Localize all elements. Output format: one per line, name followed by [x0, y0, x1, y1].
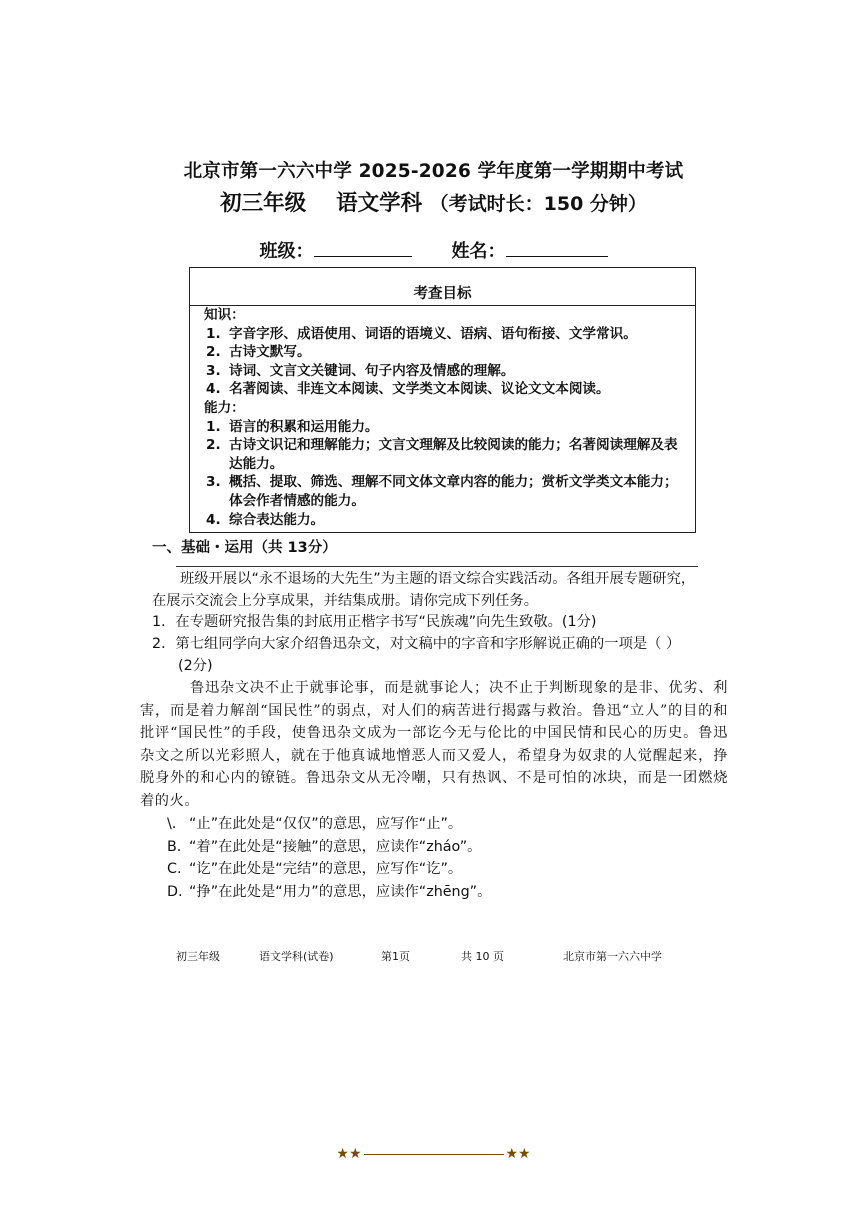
item-number: 4. — [206, 381, 221, 398]
item-number: 2. — [206, 437, 221, 454]
section-intro: 班级开展以“永不退场的大先生”为主题的语文综合实践活动。各组开展专题研究，在展示交流会上分享成果，并结集成册。请你完成下列任务。 — [152, 571, 696, 609]
exam-subtitle — [0, 186, 867, 217]
name-blank[interactable] — [506, 240, 608, 257]
knowledge-item — [204, 325, 681, 344]
ability-item — [204, 418, 681, 437]
knowledge-item — [204, 343, 681, 362]
option-letter: D. — [167, 883, 183, 900]
item-number: 1. — [206, 418, 221, 435]
option-text: “着”在此处是“接触”的意思，应读作“zháo”。 — [189, 838, 482, 855]
ability-label: 能力： — [204, 399, 245, 416]
option-b[interactable] — [167, 836, 491, 859]
star-icon: ★★ — [336, 1146, 362, 1162]
item-number: 3. — [206, 474, 221, 491]
item-text: 综合表达能力。 — [229, 511, 325, 528]
option-letter: C. — [167, 861, 182, 877]
option-c[interactable] — [167, 858, 491, 881]
divider-line — [364, 1154, 504, 1155]
exam-title: 北京市第一六六中学 2025-2026 学年度第一学期期中考试 — [183, 161, 684, 182]
item-number: 1. — [206, 325, 221, 342]
item-text: 古诗文默写。 — [229, 344, 311, 361]
ability-item — [204, 511, 681, 530]
student-info-row — [0, 237, 867, 263]
duration-label: （考试时长：150 分钟） — [429, 193, 647, 215]
knowledge-item — [204, 362, 681, 381]
objectives-heading: 考查目标 — [413, 286, 472, 302]
class-blank[interactable] — [314, 240, 412, 257]
knowledge-item — [204, 380, 681, 399]
item-number: 4. — [206, 511, 221, 528]
ability-item — [204, 473, 681, 510]
answer-options — [167, 813, 491, 903]
item-text: 概括、提取、筛选、理解不同文体文章内容的能力；赏析文学类文本能力；体会作者情感的能力。 — [229, 474, 678, 509]
passage-text: 鲁迅杂文决不止于就事论事，而是就事论人；决不止于判断现象的是非、优劣、利害，而是着力解剖“国民性”的弱点，对人们的病苦进行揭露与救治。鲁迅“立人”的目的和批评“国民性”的手段，使鲁迅杂文成为一部讫今无与伦比的中国民情和民心的历史。鲁迅杂文之所以光彩照人，就在于他真诚地憎恶人而又爱人，希望身为奴隶的人觉醒起来，挣脱身外的和心内的镣链。鲁迅杂文从无冷嘲，只有热讽、不是可怕的冰块，而是一团燃烧着的火。 — [140, 680, 728, 809]
item-number: 2. — [206, 344, 221, 361]
subject-label: 语文学科 — [336, 191, 423, 216]
question-2-points: (2分) — [178, 658, 213, 674]
section-title: 一、基础・运用（共 13分） — [152, 540, 337, 556]
footer-subject: 语文学科(试卷) — [259, 950, 334, 963]
name-label: 姓名： — [451, 241, 506, 262]
option-a[interactable] — [167, 813, 491, 836]
option-text: “挣”在此处是“用力”的意思，应读作“zhēng”。 — [189, 883, 492, 900]
item-text: 名著阅读、非连文本阅读、文学类文本阅读、议论文文本阅读。 — [229, 381, 610, 398]
class-label: 班级： — [259, 241, 314, 262]
option-letter: \. — [167, 816, 177, 832]
section-divider — [176, 566, 698, 567]
option-text: “讫”在此处是“完结”的意思，应写作“讫”。 — [189, 861, 463, 877]
footer-grade: 初三年级 — [176, 950, 220, 963]
objectives-body — [204, 306, 681, 529]
option-d[interactable] — [167, 881, 491, 904]
decorative-divider — [0, 1146, 867, 1162]
grade-label: 初三年级 — [220, 191, 307, 216]
footer-total: 共 10 页 — [461, 950, 504, 963]
item-text: 字音字形、成语使用、词语的语境义、语病、语句衔接、文学常识。 — [229, 325, 637, 342]
option-text: “止”在此处是“仅仅”的意思，应写作“止”。 — [189, 816, 463, 832]
knowledge-label: 知识： — [204, 307, 245, 323]
item-text: 语言的积累和运用能力。 — [229, 418, 379, 435]
item-text: 古诗文识记和理解能力；文言文理解及比较阅读的能力；名著阅读理解及表达能力。 — [229, 437, 678, 472]
item-text: 诗词、文言文关键词、句子内容及情感的理解。 — [229, 362, 515, 379]
footer-school: 北京市第一六六中学 — [563, 950, 662, 963]
question-2: 2．第七组同学向大家介绍鲁迅杂文，对文稿中的字音和字形解说正确的一项是（ ） — [152, 636, 681, 652]
question-1: 1．在专题研究报告集的封底用正楷字书写“民族魂”向先生致敬。(1分) — [152, 614, 597, 630]
star-icon: ★★ — [505, 1146, 531, 1162]
footer-page: 第1页 — [381, 950, 410, 963]
objectives-box — [189, 267, 696, 533]
option-letter: B. — [167, 838, 182, 855]
item-number: 3. — [206, 362, 221, 379]
ability-item — [204, 436, 681, 473]
